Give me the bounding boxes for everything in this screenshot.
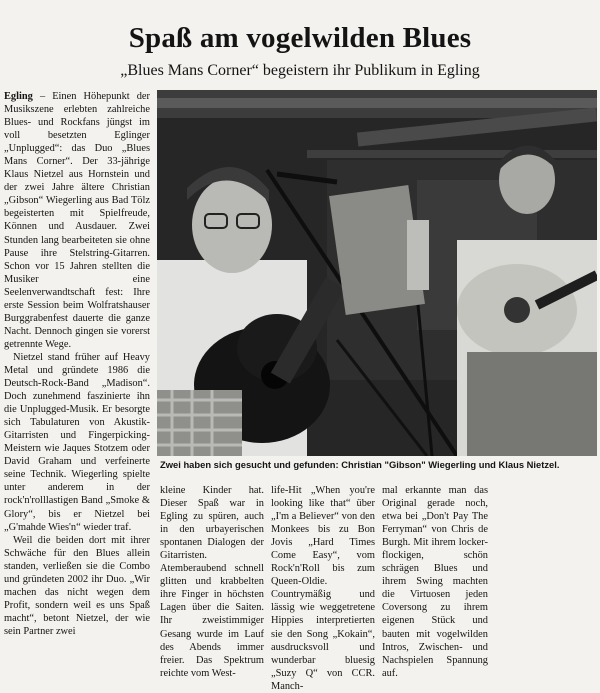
paragraph-2: Nietzel stand früher auf Heavy Metal und gründete 1986 die Deutsch-Rock-Band „Madison“. Doch zunehmend faszinierte ihn die Unplugged-Musik. Er besorgte sich Tabulaturen von Akustik-Gitarristen und Fingerpicking-Meistern wie Jaques Stotzem oder David Graham und verfeinerte seine Technik. Wiegerling spielte unter anderem in der rock'n'rolllastigen Band „Smoke & Glory“, bis er Nietzel bei „G'mahde Wies'n“ wieder traf. — [4, 351, 150, 533]
headline: Spaß am vogelwilden Blues — [128, 22, 472, 54]
article-column-2 — [160, 484, 264, 679]
concert-photo — [157, 90, 597, 456]
col3-text: life-Hit „When you're looking like that“ über „I'm a Believer“ von den Monkees bis zu Bon Jovis „Hard Times Come Easy“, vom Rock'n'Roll bis zum Queen-Oldie. Countrymäßig und lässig wie weggetretene Hippies interpretierten sie den Song „Kokain“, ausdrucksvoll und wunderbar bluesig „Suzy Q“ von CCR. Manch- — [271, 485, 375, 692]
col4-text: mal erkannte man das Original gerade noch, etwa bei „Don't Pay The Ferryman“ von Chris de Burgh. Mit ihrem locker-flockigen, schön schrägen Blues und ihrem Swing machten die Virtuosen jeden Coversong zu ihrem eigenen Stück und bauten mit vogelwilden Intros, Zwischen- und Nachspielen Spannung auf. — [382, 485, 488, 679]
paragraph-1 — [4, 90, 150, 351]
photo-caption: Zwei haben sich gesucht und gefunden: Christian "Gibson" Wiegerling und Klaus Nietzel. — [160, 459, 560, 470]
article-column-4 — [482, 484, 596, 622]
col2-text: kleine Kinder hat. Dieser Spaß war in Egling zu spüren, auch in den urbayerischen spontanen Dialogen der Gitarristen. Atemberaubend schnell glitten und krabbelten ihre Finger in höchsten Lagen über die Saiten. Ihr zweistimmiger Gesang wurde im Lauf des Abends immer freier. Das Spektrum reichte vom West- — [160, 485, 264, 679]
subheadline: „Blues Mans Corner“ begeistern ihr Publikum in Egling — [120, 62, 480, 79]
paragraph-1-text: – Einen Höhepunkt der Musikszene erlebten zahlreiche Blues- und Rockfans jüngst im voll besetzten Eglinger „Unplugged“: das Duo „Blues Mans Corner“. Der 33-jährige Klaus Nietzel aus Hornstein und der zwei Jahre ältere Christian „Gibson“ Wiegerling aus Bad Tölz begeisterten mit Spielfreude, Können und Ausdauer. Zwei Stunden lang bearbeiteten sie ohne Pause ihre Stelstring-Gitarren. Schon vor 15 Jahren stellten die Musiker eine Seelenverwandtschaft fest: Ihre erste Session beim Wolfratshauser Burggrabenfest dauerte die ganze Nacht. Dennoch gingen sie vorerst getrennte Wege. — [4, 91, 150, 350]
concert-photo-drawing — [157, 90, 597, 456]
article-column-3 — [271, 484, 375, 692]
dateline: Egling — [4, 91, 33, 102]
article-column-1 — [4, 90, 150, 637]
article-column-4-text — [382, 484, 488, 679]
paragraph-3: Weil die beiden dort mit ihrer Schwäche für den Blues allein standen, verließen sie die Combo und gründeten 2002 ihr Duo. „Wir machen das nicht wegen dem Profit, sondern weil es uns Spaß macht“, betont Nietzel, der wie sein Partner zwei — [4, 534, 150, 637]
